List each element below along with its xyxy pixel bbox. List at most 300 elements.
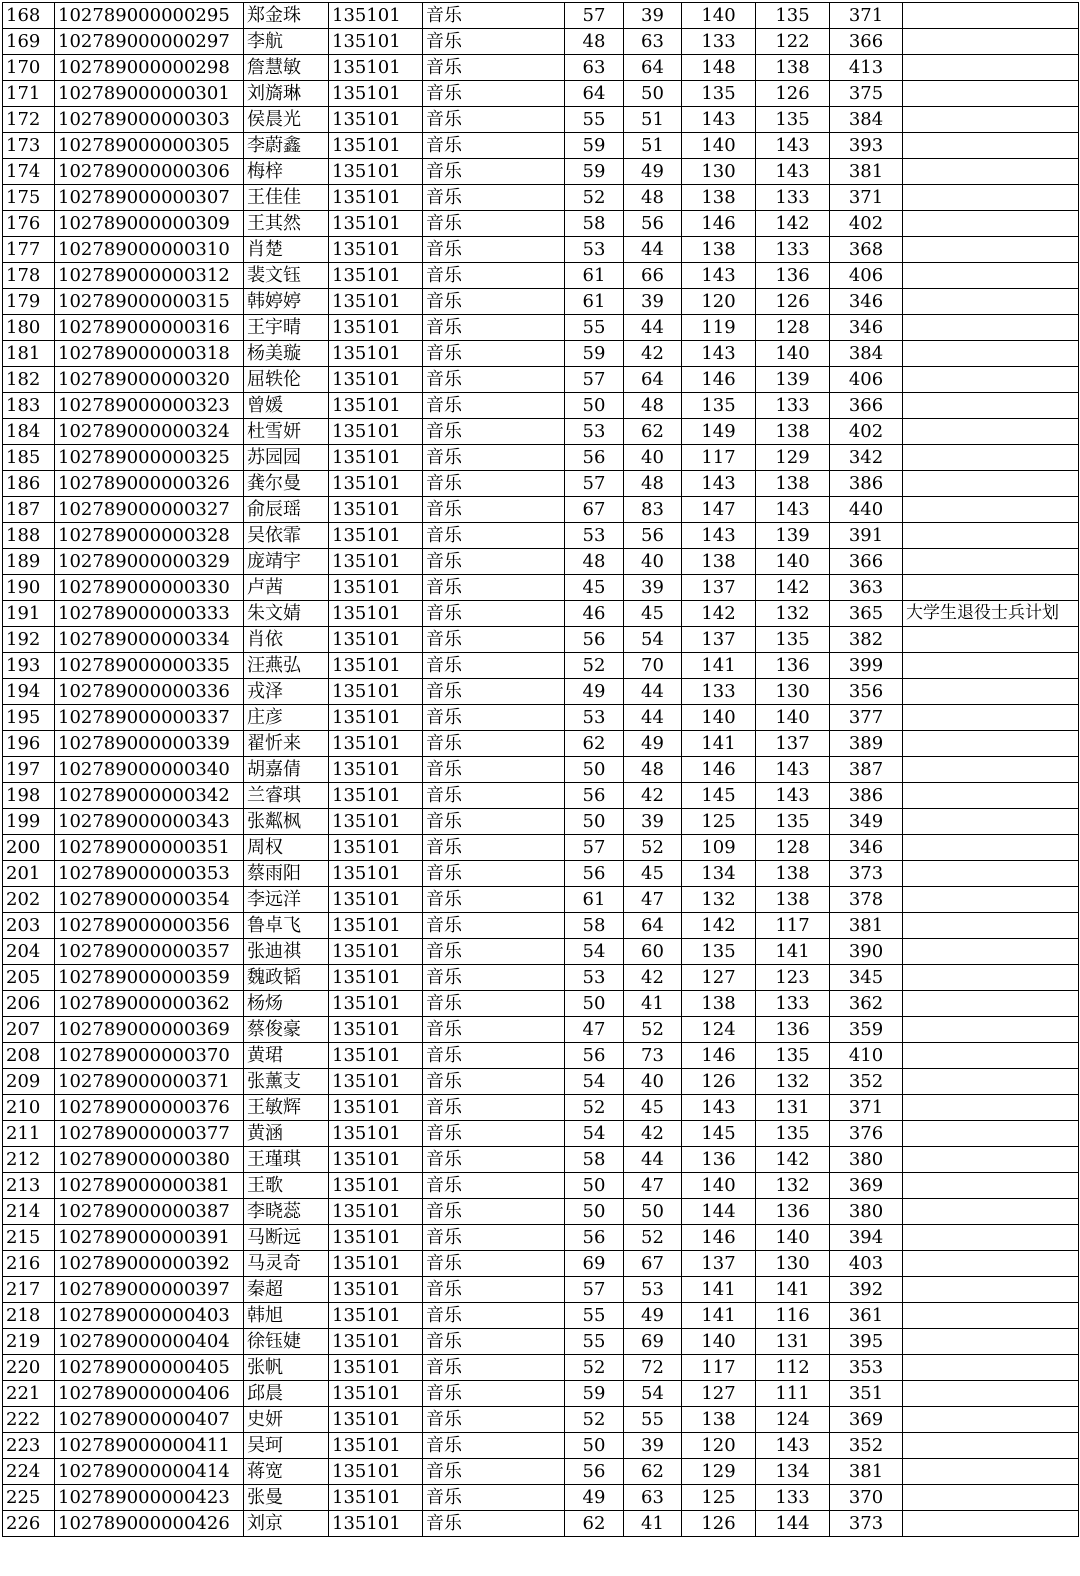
cell-seq: 169 <box>3 29 55 55</box>
cell-note <box>903 1095 1079 1121</box>
cell-score-politics: 59 <box>565 1381 624 1407</box>
cell-score-subject-2: 140 <box>756 549 830 575</box>
cell-score-subject-2: 140 <box>756 1225 830 1251</box>
cell-score-subject-2: 135 <box>756 1043 830 1069</box>
cell-score-foreign-language: 69 <box>624 1329 682 1355</box>
cell-score-subject-1: 135 <box>682 939 756 965</box>
cell-score-subject-1: 138 <box>682 237 756 263</box>
cell-major-code: 135101 <box>329 549 423 575</box>
cell-score-total: 386 <box>830 783 903 809</box>
table-row <box>3 601 1079 627</box>
cell-candidate-id: 102789000000301 <box>55 81 244 107</box>
cell-score-politics: 57 <box>565 367 624 393</box>
cell-note <box>903 1251 1079 1277</box>
cell-major: 音乐 <box>423 367 565 393</box>
cell-score-total: 346 <box>830 835 903 861</box>
cell-candidate-id: 102789000000405 <box>55 1355 244 1381</box>
cell-seq: 226 <box>3 1511 55 1537</box>
cell-name: 裴文钰 <box>244 263 329 289</box>
table-row <box>3 1017 1079 1043</box>
cell-note <box>903 835 1079 861</box>
cell-candidate-id: 102789000000324 <box>55 419 244 445</box>
cell-name: 王歌 <box>244 1173 329 1199</box>
cell-score-subject-2: 135 <box>756 107 830 133</box>
cell-score-subject-1: 141 <box>682 653 756 679</box>
cell-score-total: 384 <box>830 341 903 367</box>
cell-candidate-id: 102789000000387 <box>55 1199 244 1225</box>
cell-seq: 179 <box>3 289 55 315</box>
cell-major-code: 135101 <box>329 887 423 913</box>
cell-note <box>903 549 1079 575</box>
cell-score-politics: 59 <box>565 133 624 159</box>
cell-name: 史妍 <box>244 1407 329 1433</box>
cell-seq: 206 <box>3 991 55 1017</box>
cell-note <box>903 393 1079 419</box>
cell-major: 音乐 <box>423 185 565 211</box>
cell-note <box>903 419 1079 445</box>
cell-major: 音乐 <box>423 601 565 627</box>
cell-score-subject-1: 137 <box>682 575 756 601</box>
cell-name: 吴珂 <box>244 1433 329 1459</box>
cell-note <box>903 159 1079 185</box>
cell-score-subject-1: 146 <box>682 1043 756 1069</box>
cell-score-total: 363 <box>830 575 903 601</box>
cell-score-politics: 50 <box>565 991 624 1017</box>
cell-score-politics: 52 <box>565 653 624 679</box>
cell-major: 音乐 <box>423 1485 565 1511</box>
cell-seq: 221 <box>3 1381 55 1407</box>
table-row <box>3 1173 1079 1199</box>
cell-seq: 173 <box>3 133 55 159</box>
cell-score-politics: 69 <box>565 1251 624 1277</box>
cell-score-total: 403 <box>830 1251 903 1277</box>
cell-major-code: 135101 <box>329 445 423 471</box>
cell-name: 屈轶伦 <box>244 367 329 393</box>
cell-name: 马断远 <box>244 1225 329 1251</box>
cell-candidate-id: 102789000000295 <box>55 3 244 29</box>
cell-score-politics: 49 <box>565 1485 624 1511</box>
cell-score-subject-1: 137 <box>682 627 756 653</box>
cell-score-subject-1: 149 <box>682 419 756 445</box>
cell-note <box>903 757 1079 783</box>
cell-score-foreign-language: 48 <box>624 185 682 211</box>
cell-major: 音乐 <box>423 55 565 81</box>
table-row <box>3 679 1079 705</box>
cell-score-subject-2: 143 <box>756 159 830 185</box>
cell-score-politics: 50 <box>565 1199 624 1225</box>
cell-name: 梅梓 <box>244 159 329 185</box>
cell-score-subject-1: 126 <box>682 1511 756 1537</box>
cell-score-subject-2: 138 <box>756 55 830 81</box>
cell-score-subject-2: 129 <box>756 445 830 471</box>
cell-major-code: 135101 <box>329 55 423 81</box>
cell-score-subject-1: 125 <box>682 1485 756 1511</box>
cell-score-subject-1: 138 <box>682 549 756 575</box>
cell-score-foreign-language: 66 <box>624 263 682 289</box>
cell-seq: 195 <box>3 705 55 731</box>
cell-score-subject-2: 124 <box>756 1407 830 1433</box>
cell-major-code: 135101 <box>329 1043 423 1069</box>
cell-score-foreign-language: 42 <box>624 341 682 367</box>
cell-score-politics: 46 <box>565 601 624 627</box>
cell-seq: 184 <box>3 419 55 445</box>
cell-major: 音乐 <box>423 1173 565 1199</box>
cell-score-politics: 50 <box>565 809 624 835</box>
cell-major: 音乐 <box>423 653 565 679</box>
cell-major: 音乐 <box>423 1459 565 1485</box>
cell-name: 鲁卓飞 <box>244 913 329 939</box>
cell-major-code: 135101 <box>329 185 423 211</box>
cell-seq: 201 <box>3 861 55 887</box>
cell-score-total: 394 <box>830 1225 903 1251</box>
cell-major-code: 135101 <box>329 1433 423 1459</box>
cell-major-code: 135101 <box>329 3 423 29</box>
cell-major: 音乐 <box>423 1147 565 1173</box>
cell-score-subject-1: 143 <box>682 341 756 367</box>
cell-major-code: 135101 <box>329 471 423 497</box>
table-row <box>3 1511 1079 1537</box>
cell-candidate-id: 102789000000404 <box>55 1329 244 1355</box>
cell-seq: 170 <box>3 55 55 81</box>
cell-major-code: 135101 <box>329 29 423 55</box>
cell-score-politics: 57 <box>565 1277 624 1303</box>
cell-score-subject-1: 146 <box>682 1225 756 1251</box>
cell-score-total: 361 <box>830 1303 903 1329</box>
cell-major: 音乐 <box>423 3 565 29</box>
cell-score-foreign-language: 48 <box>624 471 682 497</box>
cell-score-total: 349 <box>830 809 903 835</box>
cell-major-code: 135101 <box>329 419 423 445</box>
cell-name: 詹慧敏 <box>244 55 329 81</box>
cell-score-subject-2: 142 <box>756 1147 830 1173</box>
cell-score-subject-2: 128 <box>756 835 830 861</box>
cell-seq: 203 <box>3 913 55 939</box>
cell-score-total: 346 <box>830 289 903 315</box>
cell-major: 音乐 <box>423 341 565 367</box>
cell-score-subject-1: 146 <box>682 757 756 783</box>
cell-score-subject-2: 140 <box>756 705 830 731</box>
cell-score-foreign-language: 45 <box>624 601 682 627</box>
cell-score-total: 380 <box>830 1147 903 1173</box>
cell-name: 肖楚 <box>244 237 329 263</box>
cell-score-subject-1: 127 <box>682 965 756 991</box>
cell-score-foreign-language: 48 <box>624 393 682 419</box>
cell-major-code: 135101 <box>329 1017 423 1043</box>
cell-note <box>903 185 1079 211</box>
cell-seq: 198 <box>3 783 55 809</box>
cell-score-total: 370 <box>830 1485 903 1511</box>
cell-candidate-id: 102789000000306 <box>55 159 244 185</box>
table-row <box>3 991 1079 1017</box>
cell-score-subject-2: 132 <box>756 1173 830 1199</box>
cell-major-code: 135101 <box>329 237 423 263</box>
cell-score-subject-1: 133 <box>682 29 756 55</box>
cell-score-foreign-language: 45 <box>624 861 682 887</box>
cell-note <box>903 1199 1079 1225</box>
cell-candidate-id: 102789000000370 <box>55 1043 244 1069</box>
table-row <box>3 341 1079 367</box>
cell-name: 庞靖宇 <box>244 549 329 575</box>
cell-score-subject-1: 148 <box>682 55 756 81</box>
cell-seq: 182 <box>3 367 55 393</box>
cell-score-politics: 53 <box>565 419 624 445</box>
cell-score-subject-2: 126 <box>756 81 830 107</box>
cell-candidate-id: 102789000000316 <box>55 315 244 341</box>
cell-score-politics: 54 <box>565 1121 624 1147</box>
cell-score-foreign-language: 40 <box>624 1069 682 1095</box>
cell-note <box>903 1329 1079 1355</box>
cell-score-total: 351 <box>830 1381 903 1407</box>
cell-major: 音乐 <box>423 575 565 601</box>
cell-major: 音乐 <box>423 1511 565 1537</box>
cell-score-subject-2: 141 <box>756 939 830 965</box>
cell-note <box>903 1511 1079 1537</box>
cell-seq: 217 <box>3 1277 55 1303</box>
cell-seq: 194 <box>3 679 55 705</box>
cell-score-politics: 53 <box>565 705 624 731</box>
cell-score-politics: 52 <box>565 1355 624 1381</box>
cell-candidate-id: 102789000000329 <box>55 549 244 575</box>
cell-score-subject-2: 139 <box>756 367 830 393</box>
cell-candidate-id: 102789000000315 <box>55 289 244 315</box>
cell-score-politics: 55 <box>565 315 624 341</box>
cell-name: 王宇晴 <box>244 315 329 341</box>
cell-score-total: 440 <box>830 497 903 523</box>
cell-score-subject-1: 136 <box>682 1147 756 1173</box>
cell-score-total: 390 <box>830 939 903 965</box>
cell-major: 音乐 <box>423 107 565 133</box>
cell-note <box>903 1433 1079 1459</box>
cell-score-total: 376 <box>830 1121 903 1147</box>
cell-name: 李晓蕊 <box>244 1199 329 1225</box>
cell-score-subject-1: 138 <box>682 1407 756 1433</box>
table-row <box>3 1251 1079 1277</box>
cell-score-politics: 53 <box>565 523 624 549</box>
cell-score-subject-1: 140 <box>682 3 756 29</box>
cell-major-code: 135101 <box>329 1225 423 1251</box>
cell-score-subject-1: 145 <box>682 783 756 809</box>
cell-candidate-id: 102789000000336 <box>55 679 244 705</box>
cell-candidate-id: 102789000000353 <box>55 861 244 887</box>
cell-note <box>903 55 1079 81</box>
cell-score-subject-1: 138 <box>682 185 756 211</box>
cell-score-subject-1: 117 <box>682 445 756 471</box>
cell-score-politics: 47 <box>565 1017 624 1043</box>
cell-note <box>903 1355 1079 1381</box>
cell-score-subject-1: 142 <box>682 913 756 939</box>
cell-score-total: 371 <box>830 1095 903 1121</box>
cell-score-total: 381 <box>830 913 903 939</box>
table-row <box>3 29 1079 55</box>
cell-score-subject-2: 138 <box>756 419 830 445</box>
cell-score-total: 402 <box>830 419 903 445</box>
cell-score-subject-1: 120 <box>682 1433 756 1459</box>
table-row <box>3 549 1079 575</box>
cell-seq: 172 <box>3 107 55 133</box>
cell-score-politics: 55 <box>565 1329 624 1355</box>
cell-score-subject-1: 140 <box>682 133 756 159</box>
cell-score-foreign-language: 53 <box>624 1277 682 1303</box>
cell-candidate-id: 102789000000297 <box>55 29 244 55</box>
cell-major-code: 135101 <box>329 1355 423 1381</box>
cell-note <box>903 1147 1079 1173</box>
cell-seq: 213 <box>3 1173 55 1199</box>
cell-score-subject-2: 128 <box>756 315 830 341</box>
cell-seq: 190 <box>3 575 55 601</box>
cell-score-subject-2: 138 <box>756 861 830 887</box>
cell-score-subject-1: 143 <box>682 471 756 497</box>
cell-candidate-id: 102789000000403 <box>55 1303 244 1329</box>
cell-candidate-id: 102789000000376 <box>55 1095 244 1121</box>
cell-note <box>903 575 1079 601</box>
table-row <box>3 1225 1079 1251</box>
cell-score-subject-1: 135 <box>682 81 756 107</box>
cell-candidate-id: 102789000000310 <box>55 237 244 263</box>
table-row <box>3 731 1079 757</box>
cell-name: 刘京 <box>244 1511 329 1537</box>
cell-score-subject-2: 141 <box>756 1277 830 1303</box>
table-row <box>3 1069 1079 1095</box>
cell-candidate-id: 102789000000334 <box>55 627 244 653</box>
cell-note <box>903 1381 1079 1407</box>
cell-note <box>903 939 1079 965</box>
table-row <box>3 1485 1079 1511</box>
cell-name: 王佳佳 <box>244 185 329 211</box>
cell-major: 音乐 <box>423 1199 565 1225</box>
cell-score-foreign-language: 50 <box>624 1199 682 1225</box>
cell-score-foreign-language: 41 <box>624 991 682 1017</box>
table-row <box>3 393 1079 419</box>
cell-score-total: 369 <box>830 1407 903 1433</box>
cell-major-code: 135101 <box>329 1303 423 1329</box>
cell-score-total: 386 <box>830 471 903 497</box>
cell-candidate-id: 102789000000318 <box>55 341 244 367</box>
cell-score-total: 366 <box>830 393 903 419</box>
cell-score-total: 391 <box>830 523 903 549</box>
cell-seq: 207 <box>3 1017 55 1043</box>
cell-note <box>903 913 1079 939</box>
cell-note <box>903 315 1079 341</box>
cell-score-politics: 62 <box>565 731 624 757</box>
cell-score-subject-1: 147 <box>682 497 756 523</box>
cell-candidate-id: 102789000000414 <box>55 1459 244 1485</box>
table-row <box>3 289 1079 315</box>
table-row <box>3 3 1079 29</box>
cell-score-politics: 57 <box>565 471 624 497</box>
cell-score-subject-2: 111 <box>756 1381 830 1407</box>
cell-note <box>903 211 1079 237</box>
cell-major-code: 135101 <box>329 1095 423 1121</box>
cell-seq: 177 <box>3 237 55 263</box>
cell-major-code: 135101 <box>329 289 423 315</box>
cell-candidate-id: 102789000000339 <box>55 731 244 757</box>
cell-score-total: 399 <box>830 653 903 679</box>
cell-major: 音乐 <box>423 211 565 237</box>
cell-score-foreign-language: 39 <box>624 809 682 835</box>
cell-candidate-id: 102789000000303 <box>55 107 244 133</box>
cell-major-code: 135101 <box>329 809 423 835</box>
cell-score-total: 345 <box>830 965 903 991</box>
cell-seq: 209 <box>3 1069 55 1095</box>
cell-score-subject-1: 119 <box>682 315 756 341</box>
table-row <box>3 315 1079 341</box>
cell-candidate-id: 102789000000330 <box>55 575 244 601</box>
cell-score-subject-1: 143 <box>682 107 756 133</box>
cell-name: 王其然 <box>244 211 329 237</box>
cell-score-subject-2: 123 <box>756 965 830 991</box>
cell-score-subject-1: 140 <box>682 1329 756 1355</box>
cell-name: 周权 <box>244 835 329 861</box>
cell-note <box>903 809 1079 835</box>
cell-name: 王瑾琪 <box>244 1147 329 1173</box>
cell-seq: 187 <box>3 497 55 523</box>
cell-score-subject-1: 137 <box>682 1251 756 1277</box>
cell-score-subject-1: 130 <box>682 159 756 185</box>
cell-score-subject-1: 144 <box>682 1199 756 1225</box>
table-row <box>3 1303 1079 1329</box>
cell-name: 汪燕弘 <box>244 653 329 679</box>
cell-score-politics: 50 <box>565 393 624 419</box>
cell-seq: 200 <box>3 835 55 861</box>
cell-score-politics: 50 <box>565 1173 624 1199</box>
cell-name: 曾媛 <box>244 393 329 419</box>
table-row <box>3 1043 1079 1069</box>
cell-score-politics: 45 <box>565 575 624 601</box>
cell-note <box>903 1017 1079 1043</box>
cell-score-subject-1: 140 <box>682 705 756 731</box>
cell-major: 音乐 <box>423 1407 565 1433</box>
cell-score-politics: 54 <box>565 939 624 965</box>
cell-seq: 205 <box>3 965 55 991</box>
cell-score-foreign-language: 44 <box>624 315 682 341</box>
cell-note <box>903 861 1079 887</box>
cell-score-total: 352 <box>830 1069 903 1095</box>
table-row <box>3 1407 1079 1433</box>
table-row <box>3 185 1079 211</box>
cell-score-subject-2: 142 <box>756 211 830 237</box>
cell-score-total: 406 <box>830 263 903 289</box>
cell-score-subject-1: 138 <box>682 991 756 1017</box>
cell-score-foreign-language: 52 <box>624 835 682 861</box>
cell-major: 音乐 <box>423 1095 565 1121</box>
cell-seq: 175 <box>3 185 55 211</box>
cell-score-foreign-language: 54 <box>624 1381 682 1407</box>
cell-note <box>903 1459 1079 1485</box>
cell-score-politics: 56 <box>565 1043 624 1069</box>
cell-major-code: 135101 <box>329 1511 423 1537</box>
cell-note <box>903 1043 1079 1069</box>
cell-score-foreign-language: 55 <box>624 1407 682 1433</box>
cell-candidate-id: 102789000000333 <box>55 601 244 627</box>
cell-candidate-id: 102789000000309 <box>55 211 244 237</box>
table-row <box>3 523 1079 549</box>
cell-score-subject-2: 136 <box>756 1199 830 1225</box>
cell-major: 音乐 <box>423 1017 565 1043</box>
cell-score-foreign-language: 67 <box>624 1251 682 1277</box>
cell-seq: 210 <box>3 1095 55 1121</box>
cell-score-foreign-language: 40 <box>624 445 682 471</box>
cell-score-foreign-language: 45 <box>624 1095 682 1121</box>
cell-note <box>903 1069 1079 1095</box>
cell-major: 音乐 <box>423 393 565 419</box>
cell-note <box>903 887 1079 913</box>
cell-score-subject-2: 135 <box>756 809 830 835</box>
cell-score-total: 356 <box>830 679 903 705</box>
cell-major-code: 135101 <box>329 1459 423 1485</box>
table-row <box>3 419 1079 445</box>
cell-score-subject-1: 134 <box>682 861 756 887</box>
cell-score-subject-1: 120 <box>682 289 756 315</box>
